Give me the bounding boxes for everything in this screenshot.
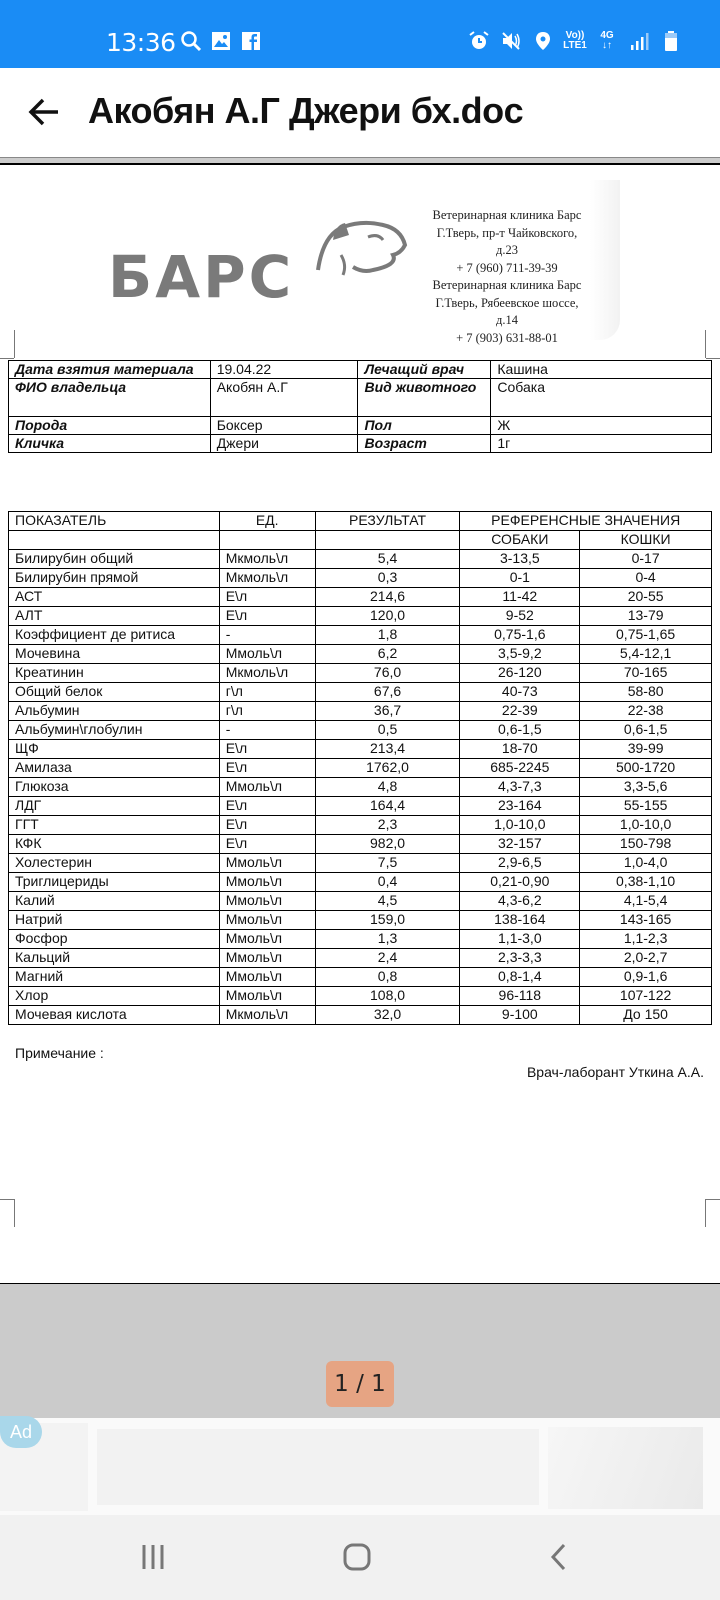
cell-ref-cats: 150-798 bbox=[580, 835, 712, 854]
cell-unit: Е\л bbox=[219, 607, 315, 626]
cell-ref-dogs: 9-100 bbox=[460, 1006, 580, 1025]
cell-unit: Ммоль\л bbox=[219, 949, 315, 968]
cell-indicator: Билирубин прямой bbox=[9, 569, 220, 588]
table-row bbox=[9, 683, 712, 702]
cell-ref-cats: 5,4-12,1 bbox=[580, 645, 712, 664]
cell-unit: Мкмоль\л bbox=[219, 1006, 315, 1025]
cell-unit: Ммоль\л bbox=[219, 892, 315, 911]
cell-indicator: ЩФ bbox=[9, 740, 220, 759]
cell-indicator: Мочевина bbox=[9, 645, 220, 664]
info-label: Пол bbox=[358, 417, 491, 435]
table-row bbox=[9, 911, 712, 930]
cell-ref-cats: 0,6-1,5 bbox=[580, 721, 712, 740]
cell-result: 36,7 bbox=[315, 702, 460, 721]
cell-result: 2,3 bbox=[315, 816, 460, 835]
cell-ref-cats: 0-17 bbox=[580, 550, 712, 569]
table-row bbox=[9, 626, 712, 645]
search-icon bbox=[180, 30, 202, 52]
location-icon bbox=[532, 30, 554, 52]
cell-result: 0,4 bbox=[315, 873, 460, 892]
cell-unit: г\л bbox=[219, 683, 315, 702]
cell-ref-cats: 143-165 bbox=[580, 911, 712, 930]
home-icon bbox=[342, 1542, 372, 1572]
cell-indicator: Магний bbox=[9, 968, 220, 987]
cell-unit: Мкмоль\л bbox=[219, 664, 315, 683]
status-bar bbox=[0, 0, 720, 68]
cell-ref-dogs: 11-42 bbox=[460, 588, 580, 607]
cell-indicator: Глюкоза bbox=[9, 778, 220, 797]
page-corner-mark bbox=[14, 1199, 28, 1227]
info-value: Ж bbox=[491, 417, 712, 435]
results-subheader-row bbox=[9, 531, 712, 550]
cell-ref-dogs: 23-164 bbox=[460, 797, 580, 816]
info-value: Акобян А.Г bbox=[210, 379, 358, 417]
cell-ref-dogs: 3,5-9,2 bbox=[460, 645, 580, 664]
cell-unit: Е\л bbox=[219, 588, 315, 607]
cell-indicator: АСТ bbox=[9, 588, 220, 607]
info-value: Джери bbox=[210, 435, 358, 453]
cell-ref-cats: 500-1720 bbox=[580, 759, 712, 778]
cell-indicator: Альбумин\глобулин bbox=[9, 721, 220, 740]
cell-ref-cats: 3,3-5,6 bbox=[580, 778, 712, 797]
info-value: Кашина bbox=[491, 361, 712, 379]
mute-icon bbox=[500, 30, 522, 52]
cell-result: 0,5 bbox=[315, 721, 460, 740]
info-value: Боксер bbox=[210, 417, 358, 435]
info-value: Собака bbox=[491, 379, 712, 417]
cell-ref-dogs: 0,21-0,90 bbox=[460, 873, 580, 892]
info-label: Лечащий врач bbox=[358, 361, 491, 379]
page-corner-mark bbox=[705, 1199, 706, 1227]
system-nav-bar bbox=[0, 1515, 720, 1600]
cell-unit: - bbox=[219, 721, 315, 740]
table-row bbox=[9, 702, 712, 721]
clinic-logo bbox=[108, 215, 408, 311]
info-label: Порода bbox=[9, 417, 211, 435]
page-corner-mark bbox=[706, 1199, 720, 1200]
cell-indicator: Креатинин bbox=[9, 664, 220, 683]
cell-ref-dogs: 4,3-7,3 bbox=[460, 778, 580, 797]
table-row bbox=[9, 930, 712, 949]
table-row bbox=[9, 987, 712, 1006]
cell-unit: Е\л bbox=[219, 835, 315, 854]
results-body bbox=[9, 550, 712, 1025]
table-row bbox=[9, 873, 712, 892]
table-row bbox=[9, 664, 712, 683]
cell-ref-dogs: 18-70 bbox=[460, 740, 580, 759]
cell-result: 0,3 bbox=[315, 569, 460, 588]
table-row bbox=[9, 778, 712, 797]
table-row bbox=[9, 1006, 712, 1025]
facebook-icon bbox=[240, 30, 262, 52]
cell-ref-dogs: 0-1 bbox=[460, 569, 580, 588]
cell-ref-cats: 58-80 bbox=[580, 683, 712, 702]
cell-result: 6,2 bbox=[315, 645, 460, 664]
table-row bbox=[9, 949, 712, 968]
cell-result: 2,4 bbox=[315, 949, 460, 968]
header-unit: ЕД. bbox=[219, 512, 315, 531]
cell-indicator: Мочевая кислота bbox=[9, 1006, 220, 1025]
cell-ref-cats: 20-55 bbox=[580, 588, 712, 607]
cell-unit: Мкмоль\л bbox=[219, 569, 315, 588]
cell-indicator: Коэффициент де ритиса bbox=[9, 626, 220, 645]
table-row bbox=[9, 550, 712, 569]
image-icon bbox=[210, 30, 232, 52]
cell-unit: Ммоль\л bbox=[219, 854, 315, 873]
cell-indicator: Холестерин bbox=[9, 854, 220, 873]
results-table bbox=[8, 511, 712, 1025]
cell-ref-dogs: 40-73 bbox=[460, 683, 580, 702]
cell-ref-cats: 0,38-1,10 bbox=[580, 873, 712, 892]
signature: Врач-лаборант Уткина А.А. bbox=[526, 1064, 704, 1080]
cell-unit: Е\л bbox=[219, 797, 315, 816]
leopard-head-icon bbox=[313, 215, 413, 285]
cell-result: 159,0 bbox=[315, 911, 460, 930]
cell-unit: Е\л bbox=[219, 816, 315, 835]
cell-unit: Ммоль\л bbox=[219, 911, 315, 930]
cell-ref-cats: 13-79 bbox=[580, 607, 712, 626]
cell-ref-cats: 0,75-1,65 bbox=[580, 626, 712, 645]
cell-ref-dogs: 2,3-3,3 bbox=[460, 949, 580, 968]
info-row bbox=[9, 435, 712, 453]
cell-unit: г\л bbox=[219, 702, 315, 721]
info-label: Дата взятия материала bbox=[9, 361, 211, 379]
cell-indicator: Общий белок bbox=[9, 683, 220, 702]
cell-ref-cats: 2,0-2,7 bbox=[580, 949, 712, 968]
cell-result: 76,0 bbox=[315, 664, 460, 683]
cell-result: 32,0 bbox=[315, 1006, 460, 1025]
cell-result: 164,4 bbox=[315, 797, 460, 816]
cell-unit: Е\л bbox=[219, 759, 315, 778]
cell-ref-dogs: 0,8-1,4 bbox=[460, 968, 580, 987]
cell-ref-dogs: 2,9-6,5 bbox=[460, 854, 580, 873]
cell-indicator: АЛТ bbox=[9, 607, 220, 626]
cell-indicator: Альбумин bbox=[9, 702, 220, 721]
cell-ref-cats: 1,1-2,3 bbox=[580, 930, 712, 949]
page-corner-mark bbox=[0, 358, 14, 359]
cell-ref-dogs: 0,6-1,5 bbox=[460, 721, 580, 740]
info-value: 1г bbox=[491, 435, 712, 453]
cell-ref-cats: 22-38 bbox=[580, 702, 712, 721]
cell-ref-dogs: 3-13,5 bbox=[460, 550, 580, 569]
back-nav-button[interactable] bbox=[534, 1535, 584, 1579]
cell-ref-cats: До 150 bbox=[580, 1006, 712, 1025]
table-row bbox=[9, 835, 712, 854]
cell-unit: Ммоль\л bbox=[219, 873, 315, 892]
cell-unit: Ммоль\л bbox=[219, 778, 315, 797]
cell-unit: Ммоль\л bbox=[219, 987, 315, 1006]
info-row bbox=[9, 379, 712, 417]
cell-result: 213,4 bbox=[315, 740, 460, 759]
cell-ref-cats: 0,9-1,6 bbox=[580, 968, 712, 987]
cell-ref-dogs: 138-164 bbox=[460, 911, 580, 930]
table-row bbox=[9, 721, 712, 740]
cell-unit: Ммоль\л bbox=[219, 645, 315, 664]
page-corner-mark bbox=[14, 330, 28, 358]
patient-info-table bbox=[8, 360, 712, 453]
signal-icon bbox=[628, 30, 650, 52]
page-corner-mark bbox=[705, 330, 706, 358]
cell-result: 108,0 bbox=[315, 987, 460, 1006]
info-row bbox=[9, 361, 712, 379]
app-bar bbox=[0, 68, 720, 158]
cell-ref-dogs: 1,0-10,0 bbox=[460, 816, 580, 835]
header-dogs: СОБАКИ bbox=[460, 531, 580, 550]
ad-badge: Ad bbox=[0, 1416, 42, 1448]
cell-result: 1,3 bbox=[315, 930, 460, 949]
cell-ref-cats: 70-165 bbox=[580, 664, 712, 683]
results-header-row bbox=[9, 512, 712, 531]
ad-button[interactable] bbox=[548, 1427, 703, 1509]
cell-ref-dogs: 0,75-1,6 bbox=[460, 626, 580, 645]
cell-ref-cats: 4,1-5,4 bbox=[580, 892, 712, 911]
cell-result: 1,8 bbox=[315, 626, 460, 645]
info-label: Вид животного bbox=[358, 379, 491, 417]
volte-icon: Vo)) LTE1 bbox=[563, 30, 587, 51]
page-corner-mark bbox=[0, 1199, 14, 1200]
table-row bbox=[9, 797, 712, 816]
cell-result: 5,4 bbox=[315, 550, 460, 569]
cell-indicator: Хлор bbox=[9, 987, 220, 1006]
table-row bbox=[9, 968, 712, 987]
cell-ref-dogs: 22-39 bbox=[460, 702, 580, 721]
battery-icon bbox=[660, 30, 682, 52]
cell-ref-dogs: 4,3-6,2 bbox=[460, 892, 580, 911]
cell-ref-cats: 55-155 bbox=[580, 797, 712, 816]
back-button[interactable] bbox=[22, 90, 66, 134]
cell-result: 0,8 bbox=[315, 968, 460, 987]
cell-unit: Ммоль\л bbox=[219, 968, 315, 987]
info-label: ФИО владельца bbox=[9, 379, 211, 417]
cell-result: 67,6 bbox=[315, 683, 460, 702]
header-indicator: ПОКАЗАТЕЛЬ bbox=[9, 512, 220, 531]
table-row bbox=[9, 569, 712, 588]
cell-ref-cats: 1,0-10,0 bbox=[580, 816, 712, 835]
header-result: РЕЗУЛЬТАТ bbox=[315, 512, 460, 531]
ad-content[interactable] bbox=[97, 1429, 539, 1505]
table-row bbox=[9, 759, 712, 778]
cell-ref-dogs: 1,1-3,0 bbox=[460, 930, 580, 949]
table-row bbox=[9, 740, 712, 759]
clinic-contact-info: Ветеринарная клиника Барс Г.Тверь, пр-т Чайковского, д.23 + 7 (960) 711-39-39 Ветеринарная клиника Барс Г.Тверь, Рябеевское шоссе, д.14 + 7 (903) 631-88-01 bbox=[432, 208, 582, 345]
cell-unit: Е\л bbox=[219, 740, 315, 759]
home-button[interactable] bbox=[332, 1535, 382, 1579]
info-label: Кличка bbox=[9, 435, 211, 453]
cell-indicator: Калий bbox=[9, 892, 220, 911]
document-title: Акобян А.Г Джери бх.doc bbox=[88, 90, 524, 131]
table-row bbox=[9, 645, 712, 664]
cell-result: 120,0 bbox=[315, 607, 460, 626]
cell-indicator: ЛДГ bbox=[9, 797, 220, 816]
cell-ref-cats: 107-122 bbox=[580, 987, 712, 1006]
cell-ref-dogs: 26-120 bbox=[460, 664, 580, 683]
cell-ref-dogs: 685-2245 bbox=[460, 759, 580, 778]
cell-indicator: Триглицериды bbox=[9, 873, 220, 892]
cell-result: 4,5 bbox=[315, 892, 460, 911]
cell-indicator: Билирубин общий bbox=[9, 550, 220, 569]
cell-result: 7,5 bbox=[315, 854, 460, 873]
cell-ref-cats: 0-4 bbox=[580, 569, 712, 588]
header-cats: КОШКИ bbox=[580, 531, 712, 550]
info-label: Возраст bbox=[358, 435, 491, 453]
cell-result: 214,6 bbox=[315, 588, 460, 607]
cell-ref-dogs: 9-52 bbox=[460, 607, 580, 626]
cell-indicator: Натрий bbox=[9, 911, 220, 930]
cell-unit: Ммоль\л bbox=[219, 930, 315, 949]
cell-indicator: КФК bbox=[9, 835, 220, 854]
info-row bbox=[9, 417, 712, 435]
table-row bbox=[9, 854, 712, 873]
recent-apps-icon bbox=[138, 1542, 168, 1572]
cell-indicator: Фосфор bbox=[9, 930, 220, 949]
table-row bbox=[9, 607, 712, 626]
header-reference: РЕФЕРЕНСНЫЕ ЗНАЧЕНИЯ bbox=[460, 512, 712, 531]
back-icon bbox=[544, 1542, 574, 1572]
table-row bbox=[9, 892, 712, 911]
cell-indicator: ГГТ bbox=[9, 816, 220, 835]
cell-ref-cats: 1,0-4,0 bbox=[580, 854, 712, 873]
table-row bbox=[9, 816, 712, 835]
page-indicator[interactable]: 1 / 1 bbox=[326, 1361, 394, 1407]
cell-unit: - bbox=[219, 626, 315, 645]
4g-icon: 4G ↓↑ bbox=[600, 30, 614, 51]
info-value: 19.04.22 bbox=[210, 361, 358, 379]
cell-indicator: Кальций bbox=[9, 949, 220, 968]
cell-ref-dogs: 32-157 bbox=[460, 835, 580, 854]
cell-ref-cats: 39-99 bbox=[580, 740, 712, 759]
cell-result: 4,8 bbox=[315, 778, 460, 797]
arrow-left-icon bbox=[26, 94, 62, 130]
cell-ref-dogs: 96-118 bbox=[460, 987, 580, 1006]
cell-result: 982,0 bbox=[315, 835, 460, 854]
cell-indicator: Амилаза bbox=[9, 759, 220, 778]
cell-unit: Мкмоль\л bbox=[219, 550, 315, 569]
cell-result: 1762,0 bbox=[315, 759, 460, 778]
logo-text: БАРС bbox=[108, 243, 295, 311]
status-time: 13:36 bbox=[106, 28, 176, 57]
page-corner-mark bbox=[706, 358, 720, 359]
recent-apps-button[interactable] bbox=[128, 1535, 178, 1579]
note-label: Примечание : bbox=[15, 1045, 104, 1061]
document-top-border bbox=[0, 157, 720, 165]
alarm-icon bbox=[468, 30, 490, 52]
table-row bbox=[9, 588, 712, 607]
